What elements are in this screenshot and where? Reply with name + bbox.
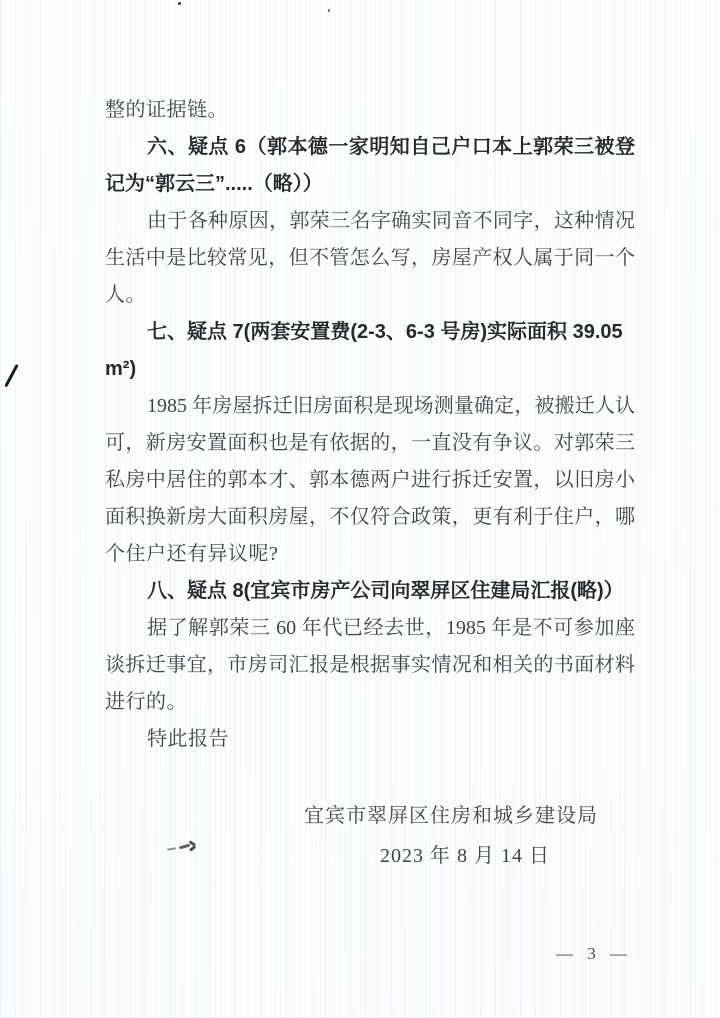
document-line: 整的证据链。 (105, 99, 228, 121)
signature-date: 2023 年 8 月 14 日 (380, 845, 550, 867)
document-line: 私房中居住的郭本才、郭本德两户进行拆迁安置，以旧房小 (105, 469, 635, 491)
document-line: 据了解郭荣三 60 年代已经去世，1985 年是不可参加座 (147, 617, 635, 639)
smudge-mark (167, 847, 176, 851)
document-body (105, 92, 635, 758)
document-line: 谈拆迁事宜，市房司汇报是根据事实情况和相关的书面材料 (105, 654, 635, 676)
document-line: 1985 年房屋拆迁旧房面积是现场测量确定，被搬迁人认 (147, 395, 635, 417)
signature-organization: 宜宾市翠屏区住房和城乡建设局 (304, 805, 598, 827)
section-heading-line: 八、疑点 8(宜宾市房产公司向翠屏区住建局汇报(略)） (147, 580, 624, 602)
document-line: 可，新房安置面积也是有依据的，一直没有争议。对郭荣三 (105, 432, 635, 454)
scan-speck (328, 9, 330, 12)
scan-speck (178, 2, 181, 5)
section-heading-line: 记为“郭云三”.....（略）） (105, 173, 323, 195)
section-heading-line: 六、疑点 6（郭本德一家明知自己户口本上郭荣三被登 (147, 136, 635, 158)
pen-stroke-mark (4, 364, 18, 387)
smudge-mark (189, 845, 196, 851)
document-line: 生活中是比较常见，但不管怎么写，房屋产权人属于同一个 (105, 247, 635, 269)
document-line: 由于各种原因，郭荣三名字确实同音不同字，这种情况 (147, 210, 635, 232)
section-heading-line: m²) (105, 358, 137, 380)
section-heading-line: 七、疑点 7(两套安置费(2-3、6-3 号房)实际面积 39.05 (147, 321, 623, 343)
document-line: 进行的。 (105, 691, 187, 713)
document-line: 个住户还有异议呢? (105, 543, 279, 565)
document-line: 特此报告 (147, 728, 229, 750)
document-line: 人。 (105, 284, 146, 306)
document-line: 面积换新房大面积房屋，不仅符合政策，更有利于住户，哪 (105, 506, 635, 528)
page-number: — 3 — (556, 944, 632, 963)
